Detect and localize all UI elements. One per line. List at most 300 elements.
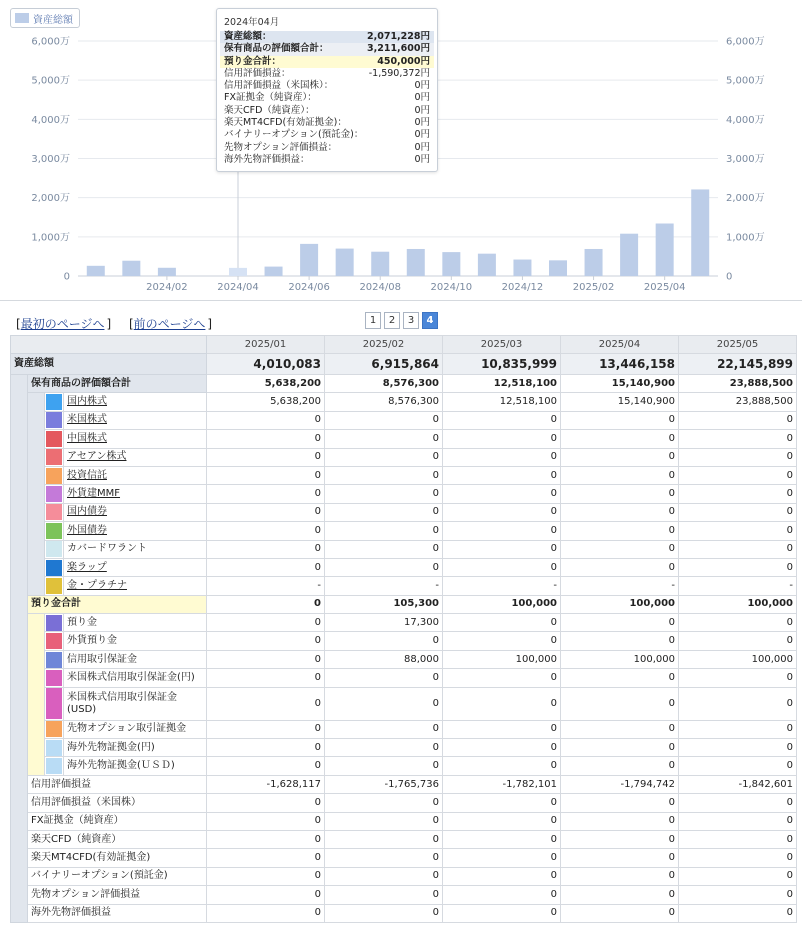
legend-label: 資産総額: [33, 14, 73, 26]
deposits-total-value: 100,000: [679, 595, 797, 613]
tooltip-row: [220, 31, 434, 43]
category-swatch: [45, 466, 64, 484]
holding-value: 0: [561, 411, 679, 429]
deposit-value: 0: [207, 614, 325, 632]
month-header: 2025/01: [207, 336, 325, 354]
other-row: [11, 886, 797, 904]
holding-label-cell: [64, 393, 207, 411]
bar-2024/09[interactable]: [407, 249, 425, 276]
swatch-color: [46, 541, 62, 557]
bar-2025/04[interactable]: [656, 224, 674, 276]
other-label: 海外先物評価損益: [28, 904, 207, 922]
page-links: [16, 315, 212, 332]
deposit-value: 0: [325, 687, 443, 720]
swatch-color: [46, 394, 62, 410]
category-swatch: [45, 540, 64, 558]
holding-link[interactable]: 中国株式: [67, 432, 107, 444]
holding-value: 0: [561, 503, 679, 521]
holding-row: [11, 577, 797, 595]
tooltip-row: [220, 105, 434, 117]
tooltip-row: [220, 129, 434, 141]
total-value: 13,446,158: [561, 354, 679, 375]
holding-value: -: [325, 577, 443, 595]
other-row: [11, 775, 797, 793]
deposit-value: 0: [207, 632, 325, 650]
holding-value: 0: [325, 522, 443, 540]
swatch-color: [46, 652, 62, 668]
deposit-value: 0: [325, 739, 443, 757]
category-swatch: [45, 614, 64, 632]
holding-link[interactable]: 外国債券: [67, 524, 107, 536]
tooltip-row-label: 保有商品の評価額合計：: [224, 43, 329, 55]
holding-value: 0: [443, 540, 561, 558]
deposit-label: 米国株式信用取引保証金(USD): [64, 687, 207, 720]
deposits-total-value: 105,300: [325, 595, 443, 613]
holdings-total-value: 5,638,200: [207, 375, 325, 393]
holding-link[interactable]: 投資信託: [67, 469, 107, 481]
section-divider: [0, 300, 802, 301]
tooltip-row-label: 信用評価損益：: [224, 67, 291, 79]
bar-2024/08[interactable]: [371, 252, 389, 276]
deposits-total-label: 預り金合計: [28, 595, 207, 613]
holding-value: 0: [443, 448, 561, 466]
holding-value: 0: [207, 411, 325, 429]
other-label: 信用評価損益: [28, 775, 207, 793]
holding-value: 0: [443, 430, 561, 448]
holding-value: 15,140,900: [561, 393, 679, 411]
bar-2024/12[interactable]: [513, 260, 531, 276]
deposit-value: 0: [561, 739, 679, 757]
other-label: 信用評価損益（米国株）: [28, 794, 207, 812]
holding-value: 0: [679, 522, 797, 540]
swatch-color: [46, 688, 62, 719]
holding-value: 0: [325, 485, 443, 503]
category-swatch: [45, 411, 64, 429]
deposit-value: 0: [207, 687, 325, 720]
deposit-value: 0: [207, 669, 325, 687]
deposit-label: 外貨預り金: [64, 632, 207, 650]
other-value: 0: [207, 812, 325, 830]
page-button-1[interactable]: 1: [365, 312, 381, 329]
other-value: 0: [443, 830, 561, 848]
holding-label-cell: [64, 577, 207, 595]
swatch-color: [46, 412, 62, 428]
holding-value: 0: [207, 430, 325, 448]
total-value: 22,145,899: [679, 354, 797, 375]
holding-link[interactable]: 金・プラチナ: [67, 579, 127, 591]
deposit-value: 0: [561, 614, 679, 632]
total-value: 4,010,083: [207, 354, 325, 375]
holding-row: [11, 503, 797, 521]
tooltip-row-value: 3,211,600円: [367, 43, 430, 55]
holding-value: 5,638,200: [207, 393, 325, 411]
header-blank: [11, 336, 207, 354]
category-swatch: [45, 720, 64, 738]
y-tick-right: 6,000万: [726, 36, 765, 48]
holdings-total-value: 8,576,300: [325, 375, 443, 393]
tooltip-row: [220, 117, 434, 129]
deposit-value: 0: [443, 757, 561, 775]
other-value: 0: [561, 794, 679, 812]
deposit-value: 0: [443, 669, 561, 687]
holding-row: [11, 430, 797, 448]
deposit-label: 米国株式信用取引保証金(円): [64, 669, 207, 687]
holding-value: 0: [325, 466, 443, 484]
category-swatch: [45, 393, 64, 411]
bar-2024/11[interactable]: [478, 254, 496, 276]
deposit-value: 100,000: [443, 650, 561, 668]
deposit-label: 先物オプション取引証拠金: [64, 720, 207, 738]
tooltip-row-label: 海外先物評価損益：: [224, 153, 310, 165]
holding-value: 0: [679, 485, 797, 503]
bar-2025/02[interactable]: [585, 249, 603, 276]
holding-value: 0: [207, 503, 325, 521]
swatch-color: [46, 449, 62, 465]
holding-value: 0: [561, 540, 679, 558]
other-value: 0: [679, 904, 797, 922]
other-value: 0: [207, 849, 325, 867]
other-value: -1,782,101: [443, 775, 561, 793]
deposit-value: 0: [679, 669, 797, 687]
holding-label-cell: [64, 448, 207, 466]
deposit-row: [11, 739, 797, 757]
total-row: [11, 354, 797, 375]
deposit-value: 0: [207, 739, 325, 757]
other-row: [11, 904, 797, 922]
holding-value: 0: [679, 540, 797, 558]
swatch-color: [46, 468, 62, 484]
swatch-color: [46, 578, 62, 594]
deposit-value: 100,000: [561, 650, 679, 668]
prev-page-link[interactable]: 前のページへ: [133, 317, 206, 331]
tooltip-row: [220, 80, 434, 92]
holding-row: [11, 558, 797, 576]
other-value: 0: [561, 830, 679, 848]
swatch-color: [46, 633, 62, 649]
category-swatch: [45, 669, 64, 687]
deposit-value: 0: [679, 757, 797, 775]
tooltip-row-label: 楽天MT4CFD(有効証拠金)：: [224, 117, 347, 129]
bar-2024/05[interactable]: [265, 267, 283, 276]
y-tick-left: 1,000万: [31, 232, 70, 244]
holding-value: 0: [561, 430, 679, 448]
holding-value: -: [561, 577, 679, 595]
other-value: 0: [207, 794, 325, 812]
category-swatch: [45, 522, 64, 540]
tooltip-row-label: 資産総額：: [224, 31, 272, 42]
category-swatch: [45, 632, 64, 650]
y-tick-left: 4,000万: [31, 114, 70, 126]
deposit-value: 0: [325, 669, 443, 687]
deposit-value: 0: [443, 687, 561, 720]
deposits-total-value: 100,000: [561, 595, 679, 613]
holding-value: 0: [207, 448, 325, 466]
other-value: 0: [561, 812, 679, 830]
page-button-2[interactable]: 2: [384, 312, 400, 329]
category-swatch: [45, 687, 64, 720]
indent-bar: [11, 375, 28, 923]
other-label: 先物オプション評価損益: [28, 886, 207, 904]
other-label: FX証拠金（純資産）: [28, 812, 207, 830]
page-button-3[interactable]: 3: [403, 312, 419, 329]
x-tick-label: 2025/02: [572, 282, 615, 293]
chart-legend[interactable]: [10, 8, 80, 28]
tooltip-row-value: 0円: [414, 80, 430, 92]
deposit-value: 0: [443, 739, 561, 757]
deposit-value: 88,000: [325, 650, 443, 668]
holding-value: 0: [443, 558, 561, 576]
other-value: 0: [325, 830, 443, 848]
tooltip-title: 2024年04月: [224, 17, 280, 28]
table-header-row: [11, 336, 797, 354]
tooltip-row-value: 0円: [414, 129, 430, 141]
category-swatch: [45, 448, 64, 466]
tooltip-row-label: 先物オプション評価損益：: [224, 141, 338, 153]
asset-table: [10, 335, 797, 923]
deposit-value: 0: [561, 669, 679, 687]
holding-value: 0: [561, 522, 679, 540]
category-swatch: [45, 577, 64, 595]
bar-2024/07[interactable]: [336, 249, 354, 276]
swatch-color: [46, 721, 62, 737]
other-value: 0: [443, 812, 561, 830]
deposit-value: 0: [325, 720, 443, 738]
tooltip-row-value: 0円: [414, 141, 430, 153]
holding-value: 0: [325, 411, 443, 429]
deposit-value: 0: [325, 757, 443, 775]
other-row: [11, 812, 797, 830]
month-header: 2025/02: [325, 336, 443, 354]
tooltip-row-value: 2,071,228円: [367, 31, 430, 42]
other-row: [11, 794, 797, 812]
holding-value: 0: [679, 503, 797, 521]
y-tick-right: 4,000万: [726, 114, 765, 126]
deposit-row: [11, 632, 797, 650]
other-row: [11, 867, 797, 885]
holding-link[interactable]: 国内債券: [67, 506, 107, 518]
other-value: -1,842,601: [679, 775, 797, 793]
tooltip-row: [220, 142, 434, 154]
holding-row: [11, 540, 797, 558]
other-label: 楽天MT4CFD(有効証拠金): [28, 849, 207, 867]
other-value: 0: [679, 794, 797, 812]
deposit-value: 0: [561, 632, 679, 650]
other-value: 0: [207, 886, 325, 904]
y-tick-left: 0: [63, 271, 70, 283]
total-value: 6,915,864: [325, 354, 443, 375]
holding-value: 0: [325, 430, 443, 448]
holding-value: 0: [561, 448, 679, 466]
deposit-value: 100,000: [679, 650, 797, 668]
other-value: 0: [325, 849, 443, 867]
total-value: 10,835,999: [443, 354, 561, 375]
tooltip-row-value: 450,000円: [377, 55, 430, 67]
bracket: ]: [106, 317, 112, 331]
bar-2024/02[interactable]: [158, 268, 176, 276]
deposit-value: 0: [207, 757, 325, 775]
category-swatch: [45, 558, 64, 576]
deposit-value: 0: [679, 687, 797, 720]
holding-label-cell: [64, 503, 207, 521]
bracket: [: [128, 317, 134, 331]
holding-label: カバードワラント: [67, 543, 147, 555]
other-value: 0: [561, 904, 679, 922]
holding-value: 0: [561, 485, 679, 503]
bar-2025/05[interactable]: [691, 189, 709, 276]
other-label: 楽天CFD（純資産）: [28, 830, 207, 848]
holding-label-cell: [64, 411, 207, 429]
deposits-total-value: 0: [207, 595, 325, 613]
holding-value: 0: [679, 558, 797, 576]
x-tick-label: 2024/06: [288, 282, 330, 293]
tooltip-row-label: 信用評価損益（米国株）：: [224, 80, 334, 92]
other-value: 0: [679, 812, 797, 830]
category-swatch: [45, 739, 64, 757]
first-page-link[interactable]: 最初のページへ: [20, 317, 105, 331]
holding-label-cell: [64, 485, 207, 503]
deposit-row: [11, 614, 797, 632]
x-tick-label: 2024/12: [501, 282, 544, 293]
other-row: [11, 830, 797, 848]
deposit-value: 0: [561, 687, 679, 720]
y-tick-right: 2,000万: [726, 193, 765, 205]
indent-bar: [28, 614, 45, 776]
swatch-color: [46, 523, 62, 539]
holding-row: [11, 448, 797, 466]
holding-link[interactable]: 米国株式: [67, 414, 107, 426]
tooltip-row-value: 0円: [414, 153, 430, 165]
holding-value: 0: [207, 485, 325, 503]
deposit-label: 預り金: [64, 614, 207, 632]
holding-link[interactable]: 楽ラップ: [67, 561, 107, 573]
tooltip-row-value: 0円: [414, 104, 430, 116]
holding-value: 0: [443, 411, 561, 429]
deposit-value: 0: [679, 632, 797, 650]
deposit-value: 0: [443, 632, 561, 650]
swatch-color: [46, 740, 62, 756]
deposit-row: [11, 720, 797, 738]
holding-value: 0: [679, 466, 797, 484]
tooltip-row-label: 楽天CFD（純資産）：: [224, 104, 315, 116]
x-tick-label: 2024/04: [217, 282, 259, 293]
swatch-color: [46, 670, 62, 686]
y-tick-left: 5,000万: [31, 75, 70, 87]
x-tick-label: 2025/04: [643, 282, 686, 293]
deposit-label: 海外先物証拠金(ＵＳＤ): [64, 757, 207, 775]
holding-value: -: [207, 577, 325, 595]
bar-2025/01[interactable]: [549, 260, 567, 276]
deposit-row: [11, 757, 797, 775]
bar-2025/03[interactable]: [620, 234, 638, 276]
swatch-color: [46, 431, 62, 447]
other-value: 0: [325, 867, 443, 885]
other-value: -1,794,742: [561, 775, 679, 793]
category-swatch: [45, 430, 64, 448]
holding-value: 0: [679, 430, 797, 448]
holding-value: 0: [679, 448, 797, 466]
holding-value: 0: [443, 485, 561, 503]
holdings-total-value: 15,140,900: [561, 375, 679, 393]
swatch-color: [46, 615, 62, 631]
holding-value: 0: [561, 466, 679, 484]
bar-2023/12[interactable]: [87, 266, 105, 276]
holdings-total-row: [11, 375, 797, 393]
other-value: 0: [443, 794, 561, 812]
holding-row: [11, 485, 797, 503]
holding-value: 8,576,300: [325, 393, 443, 411]
other-value: 0: [325, 812, 443, 830]
other-label: バイナリーオプション(預託金): [28, 867, 207, 885]
holding-value: 0: [325, 540, 443, 558]
other-value: 0: [325, 886, 443, 904]
holding-link[interactable]: アセアン株式: [67, 451, 127, 463]
bracket: ]: [207, 317, 213, 331]
deposits-total-row: [11, 595, 797, 613]
holding-value: 0: [207, 540, 325, 558]
other-value: 0: [207, 830, 325, 848]
holding-label-cell: [64, 466, 207, 484]
other-value: 0: [679, 849, 797, 867]
bar-2024/10[interactable]: [442, 252, 460, 276]
other-value: 0: [443, 849, 561, 867]
holding-value: 12,518,100: [443, 393, 561, 411]
other-value: 0: [679, 886, 797, 904]
holding-link[interactable]: 国内株式: [67, 396, 107, 408]
holding-value: 0: [679, 411, 797, 429]
holding-row: [11, 411, 797, 429]
tooltip-row: [220, 154, 434, 166]
tooltip-row: [220, 92, 434, 104]
tooltip-row-label: バイナリーオプション(預託金)：: [224, 129, 364, 141]
bar-2024/04[interactable]: [229, 268, 247, 276]
other-value: 0: [207, 867, 325, 885]
deposit-value: 0: [443, 720, 561, 738]
other-value: 0: [443, 886, 561, 904]
deposit-value: 0: [207, 720, 325, 738]
category-swatch: [45, 757, 64, 775]
bar-2024/06[interactable]: [300, 244, 318, 276]
y-tick-left: 2,000万: [31, 193, 70, 205]
holding-value: 0: [443, 503, 561, 521]
tooltip-row: [220, 43, 434, 55]
holding-value: 0: [207, 558, 325, 576]
category-swatch: [45, 485, 64, 503]
deposit-value: 0: [443, 614, 561, 632]
bar-2024/01[interactable]: [122, 261, 140, 276]
x-tick-label: 2024/02: [146, 282, 188, 293]
holding-label-cell: [64, 430, 207, 448]
page-button-4[interactable]: 4: [422, 312, 438, 329]
deposit-row: [11, 650, 797, 668]
other-value: 0: [325, 794, 443, 812]
holding-row: [11, 393, 797, 411]
holdings-total-value: 12,518,100: [443, 375, 561, 393]
swatch-color: [46, 560, 62, 576]
pagination: [365, 312, 441, 329]
other-value: 0: [561, 867, 679, 885]
tooltip-row: [220, 68, 434, 80]
holdings-total-value: 23,888,500: [679, 375, 797, 393]
deposit-value: 0: [679, 720, 797, 738]
month-header: 2025/04: [561, 336, 679, 354]
holding-label-cell: [64, 558, 207, 576]
holding-value: 23,888,500: [679, 393, 797, 411]
bracket: [: [16, 317, 21, 331]
x-tick-label: 2024/10: [430, 282, 473, 293]
holding-link[interactable]: 外貨建MMF: [67, 488, 121, 500]
other-value: 0: [207, 904, 325, 922]
tooltip-row: [220, 56, 434, 68]
